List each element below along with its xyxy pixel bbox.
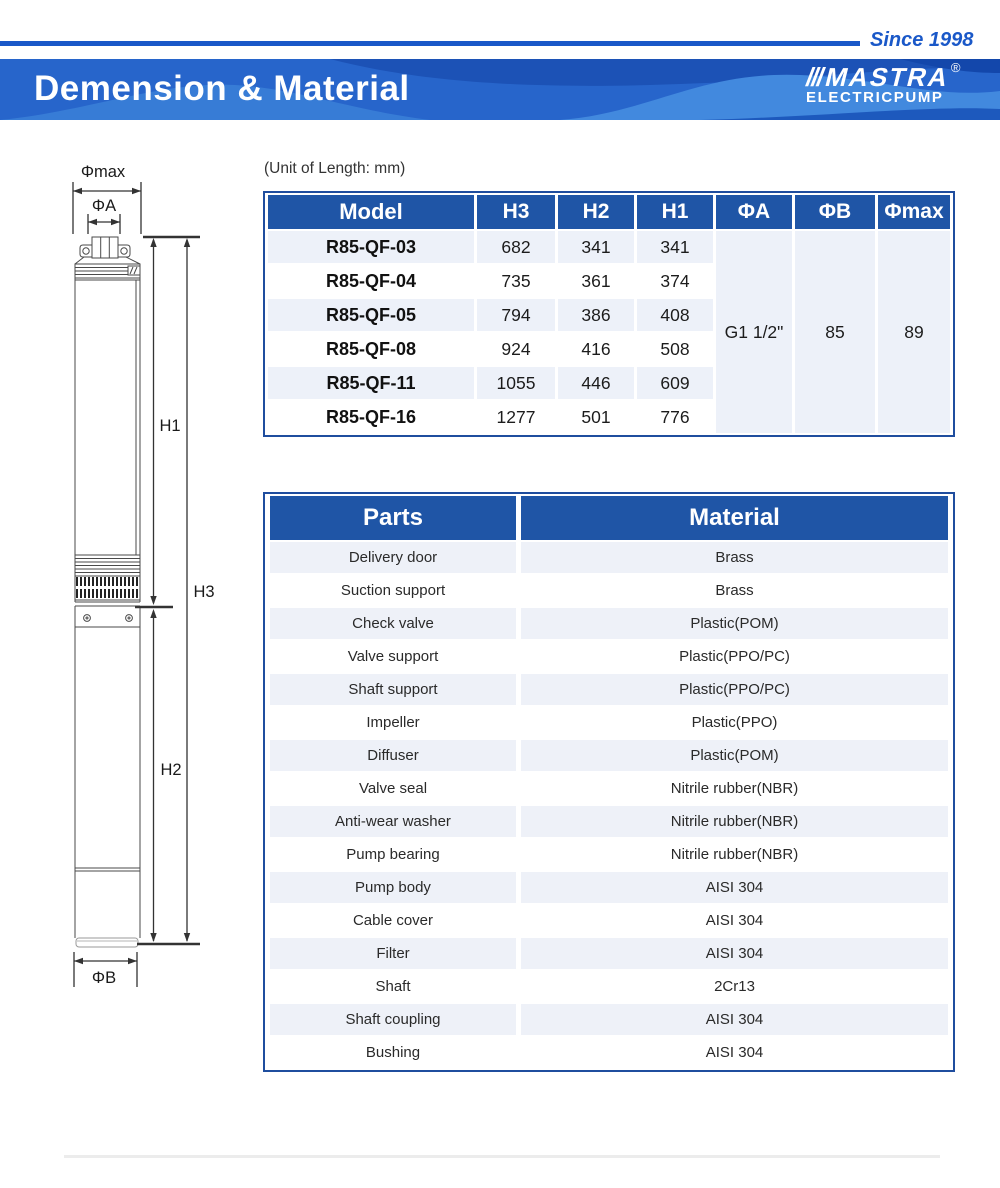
part-cell: Suction support (340, 582, 446, 599)
h1-cell: 408 (637, 299, 713, 331)
material-row (270, 542, 948, 573)
material-cell: 2Cr13 (714, 978, 755, 995)
material-cell: Plastic(PPO/PC) (679, 648, 790, 665)
label-h3: H3 (193, 583, 215, 601)
part-cell: Valve seal (358, 780, 428, 797)
model-cell: R85-QF-03 (268, 231, 474, 263)
footer-divider-rule (64, 1155, 940, 1158)
column-header-parts: Parts (270, 496, 516, 540)
brand-name: MASTRA (821, 62, 953, 92)
label-h1: H1 (159, 417, 181, 435)
part-cell: Shaft (375, 978, 411, 995)
h2-cell: 416 (581, 338, 611, 359)
column-header-material: Material (521, 496, 948, 540)
dimension-row (268, 231, 950, 263)
part-cell: Diffuser (270, 740, 516, 771)
part-cell: Shaft support (270, 674, 516, 705)
since-text: Since 1998 (870, 29, 974, 51)
material-row (270, 1037, 948, 1068)
model-cell: R85-QF-08 (325, 338, 417, 359)
part-cell: Impeller (366, 714, 420, 731)
material-row (270, 839, 948, 870)
column-header-h3: H3 (477, 195, 555, 229)
material-cell: Plastic(POM) (521, 740, 948, 771)
logo-slashes-icon: /// (806, 62, 822, 92)
material-cell: AISI 304 (705, 912, 764, 929)
part-cell: Bushing (365, 1044, 421, 1061)
h2-cell: 341 (558, 231, 634, 263)
material-cell: Plastic(PPO) (691, 714, 778, 731)
part-cell: Cable cover (352, 912, 434, 929)
label-phi-max: Φmax (80, 163, 126, 181)
shared-phi-b-cell: 85 (795, 231, 875, 433)
material-cell: AISI 304 (705, 1044, 764, 1061)
label-phi-b: ΦB (91, 969, 117, 987)
shared-phi-a-cell: G1 1/2" (716, 231, 792, 433)
pump-outline (75, 237, 140, 947)
h2-cell: 361 (581, 270, 611, 291)
h1-cell: 374 (660, 270, 690, 291)
model-cell: R85-QF-16 (325, 406, 417, 427)
column-header-phi-max: Φmax (878, 195, 950, 229)
brand-logo (806, 60, 981, 106)
part-cell: Delivery door (270, 542, 516, 573)
pump-diagram (40, 150, 240, 1000)
h3-cell: 1277 (496, 406, 536, 427)
material-cell: AISI 304 (521, 872, 948, 903)
part-cell: Anti-wear washer (270, 806, 516, 837)
material-row (270, 905, 948, 936)
model-cell: R85-QF-11 (268, 367, 474, 399)
material-row (270, 674, 948, 705)
page-title: Demension & Material (34, 69, 410, 108)
material-row (270, 938, 948, 969)
h3-cell: 1055 (477, 367, 555, 399)
material-cell: Nitrile rubber(NBR) (670, 780, 799, 797)
material-table (263, 492, 955, 1072)
material-row (270, 773, 948, 804)
since-divider-rule (0, 41, 860, 46)
model-cell: R85-QF-05 (268, 299, 474, 331)
unit-of-length-note: (Unit of Length: mm) (264, 160, 406, 177)
model-cell: R85-QF-04 (325, 270, 417, 291)
h2-cell: 501 (581, 406, 611, 427)
material-row (270, 1004, 948, 1035)
part-cell: Shaft coupling (270, 1004, 516, 1035)
material-row (270, 806, 948, 837)
label-h2: H2 (160, 761, 182, 779)
part-cell: Pump body (270, 872, 516, 903)
material-cell: Brass (521, 542, 948, 573)
label-phi-a: ΦA (91, 197, 117, 215)
material-cell: Nitrile rubber(NBR) (521, 806, 948, 837)
h1-cell: 776 (660, 406, 690, 427)
material-table-header-row (270, 496, 948, 540)
h3-cell: 794 (477, 299, 555, 331)
brand-subtitle: ELECTRICPUMP (806, 89, 944, 106)
h3-cell: 735 (501, 270, 531, 291)
material-cell: Plastic(PPO/PC) (521, 674, 948, 705)
part-cell: Pump bearing (346, 846, 440, 863)
material-row (270, 575, 948, 606)
material-row (270, 608, 948, 639)
h3-cell: 924 (501, 338, 531, 359)
shared-phi-max-cell: 89 (878, 231, 950, 433)
column-header-h2: H2 (558, 195, 634, 229)
material-row (270, 971, 948, 1002)
h2-cell: 386 (558, 299, 634, 331)
column-header-phi-a: ΦA (716, 195, 792, 229)
material-row (270, 740, 948, 771)
h3-cell: 682 (477, 231, 555, 263)
column-header-model: Model (268, 195, 474, 229)
registered-trademark-icon: ® (950, 60, 961, 75)
material-cell: Nitrile rubber(NBR) (670, 846, 799, 863)
title-banner (0, 59, 1000, 120)
material-row (270, 707, 948, 738)
dimension-table-header-row (268, 195, 950, 229)
material-row (270, 641, 948, 672)
dimension-table (263, 191, 955, 437)
h1-cell: 508 (660, 338, 690, 359)
material-cell: AISI 304 (521, 938, 948, 969)
material-cell: Plastic(POM) (521, 608, 948, 639)
h1-cell: 341 (637, 231, 713, 263)
material-cell: AISI 304 (521, 1004, 948, 1035)
part-cell: Filter (270, 938, 516, 969)
part-cell: Check valve (270, 608, 516, 639)
h1-cell: 609 (637, 367, 713, 399)
h2-cell: 446 (558, 367, 634, 399)
column-header-phi-b: ΦB (795, 195, 875, 229)
column-header-h1: H1 (637, 195, 713, 229)
material-cell: Brass (715, 582, 754, 599)
brand-logo-wordmark (806, 60, 981, 92)
part-cell: Valve support (347, 648, 439, 665)
material-row (270, 872, 948, 903)
